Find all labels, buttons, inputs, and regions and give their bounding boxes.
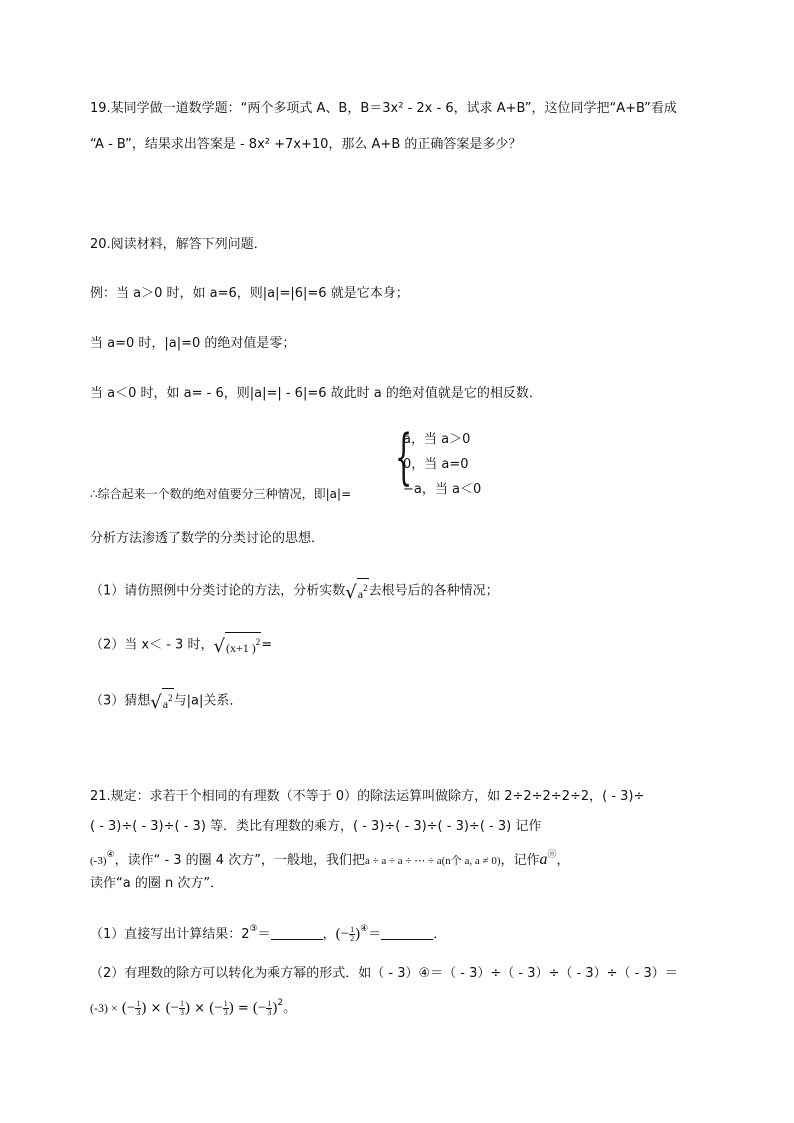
piecewise-brace: {: [395, 422, 413, 492]
q20-analysis: 分析方法渗透了数学的分类讨论的思想．: [90, 531, 325, 546]
circle-n: ⓝ: [547, 850, 557, 860]
neg3-factor: (-3) ×: [90, 1001, 118, 1015]
q20-part1: [90, 578, 499, 604]
q20-example-zero: 当 a=0 时，|a|=0 的绝对值是零；: [90, 336, 296, 351]
q21-notation-label: ，记作: [500, 853, 540, 868]
q21-part2-line2: [90, 994, 296, 1018]
neg-third-3: (− $\frac{1}{3}$ ): [209, 999, 234, 1018]
frac-den: 2: [350, 934, 355, 944]
times-sign: ×: [150, 1001, 162, 1016]
sqrt-a-squared: $√a^2$: [345, 578, 368, 604]
q20-part2: [90, 632, 272, 658]
q20-part1-text: （1）请仿照例中分类讨论的方法，分析实数: [90, 583, 346, 599]
q21-part1-text: （1）直接写出计算结果：2: [90, 927, 250, 942]
equals-sign: =: [261, 637, 273, 653]
circle-four: ④: [106, 850, 115, 860]
radicand: a: [162, 697, 169, 711]
exponent: 2: [168, 693, 173, 703]
q20-part3: [90, 688, 242, 714]
q21-reading: ，读作“ - 3 的圈 4 次方”，一般地，我们把: [114, 853, 365, 868]
answer-blank-1[interactable]: [271, 927, 323, 940]
times-sign: ×: [194, 1001, 206, 1016]
comma: ，: [556, 853, 570, 868]
exponent: 2: [255, 637, 261, 647]
circle-four: ④: [360, 924, 369, 934]
period: 。: [283, 1001, 297, 1016]
period: ．: [433, 927, 447, 942]
frac-num: 1: [350, 925, 355, 935]
q21-line3: [90, 846, 570, 870]
a-circle-n: a: [539, 851, 548, 868]
q20-part2-text: （2）当 x＜ - 3 时，: [90, 637, 214, 653]
neg-third-squared: (− $\frac{1}{3}$ ): [252, 999, 278, 1018]
circle-three: ③: [249, 924, 258, 934]
piecewise-case-zero: 0，当 a=0: [403, 457, 469, 472]
q20-example-positive: 例：当 a＞0 时，如 a=6，则|a|=|6|=6 就是它本身；: [90, 286, 409, 301]
sqrt-a-squared: $√a^2$: [150, 688, 173, 714]
q20-example-negative: 当 a＜0 时，如 a= - 6，则|a|=| - 6|=6 故此时 a 的绝对值就是它的相反数．: [90, 386, 542, 401]
radicand: (x+1 ): [225, 641, 256, 655]
q20-part3-tail: 与|a|关系．: [173, 693, 243, 709]
q21-line2: ( - 3)÷( - 3)÷( - 3) 等．类比有理数的乘方，( - 3)÷( - 3)÷( - 3)÷( - 3) 记作: [90, 819, 542, 834]
frac-num: 1: [136, 999, 141, 1009]
neg3-circle4: (-3): [90, 855, 107, 867]
frac-num: 1: [267, 999, 272, 1009]
frac-num: 1: [223, 999, 228, 1009]
exponent: 2: [363, 583, 368, 593]
radicand: a: [357, 587, 364, 601]
neg-half: (− $\frac{1}{2}$ ): [335, 925, 361, 944]
q21-line4: 读作“a 的圈 n 次方”．: [90, 876, 224, 891]
frac-num: 1: [180, 999, 185, 1009]
equals-sign: ＝: [257, 927, 271, 942]
q21-part2-line1: （2）有理数的除方可以转化为乘方幂的形式．如（ - 3）④＝（ - 3）÷（ - 3）÷（ - 3）÷（ - 3）＝: [90, 966, 678, 981]
equals-sign: ＝: [368, 927, 382, 942]
frac-den: 3: [267, 1008, 272, 1018]
frac-den: 3: [180, 1008, 185, 1018]
q21-line1: 21.规定：求若干个相同的有理数（不等于 0）的除法运算叫做除方，如 2÷2÷2÷2÷2，( - 3)÷: [90, 789, 645, 804]
q19-line2: “A - B”，结果求出答案是 - 8x² +7x+10，那么 A+B 的正确答案是多少？: [90, 137, 522, 152]
answer-blank-2[interactable]: [381, 927, 433, 940]
neg-third-1: (− $\frac{1}{3}$ ): [121, 999, 147, 1018]
q20-part3-text: （3）猜想: [90, 693, 151, 709]
frac-den: 3: [223, 1008, 228, 1018]
equals-sign: =: [237, 1001, 249, 1016]
division-chain: a ÷ a ÷ a ÷ ⋯ ÷ a(n个 a, a ≠ 0): [364, 855, 501, 867]
q19-line1: 19.某同学做一道数学题：“两个多项式 A、B，B＝3x² - 2x - 6，试求 A+B”，这位同学把“A+B”看成: [90, 101, 677, 116]
q20-summary: ∴综合起来一个数的绝对值要分三种情况，即|a|=: [90, 487, 352, 501]
piecewise-case-positive: a，当 a＞0: [403, 432, 471, 447]
sqrt-x-plus-1-squared: √(x+1 )$^2$: [213, 632, 261, 658]
q21-part1: （1）直接写出计算结果：2③＝ ，(− $\frac{1}{2}$ )④＝ ．: [90, 924, 447, 944]
frac-den: 3: [136, 1008, 141, 1018]
piecewise-case-negative: −a，当 a＜0: [403, 482, 482, 497]
exponent: 2: [277, 998, 284, 1008]
q20-part1-tail: 去根号后的各种情况；: [368, 583, 499, 599]
neg-third-2: (− $\frac{1}{3}$ ): [165, 999, 191, 1018]
q20-title: 20.阅读材料，解答下列问题．: [90, 237, 267, 252]
